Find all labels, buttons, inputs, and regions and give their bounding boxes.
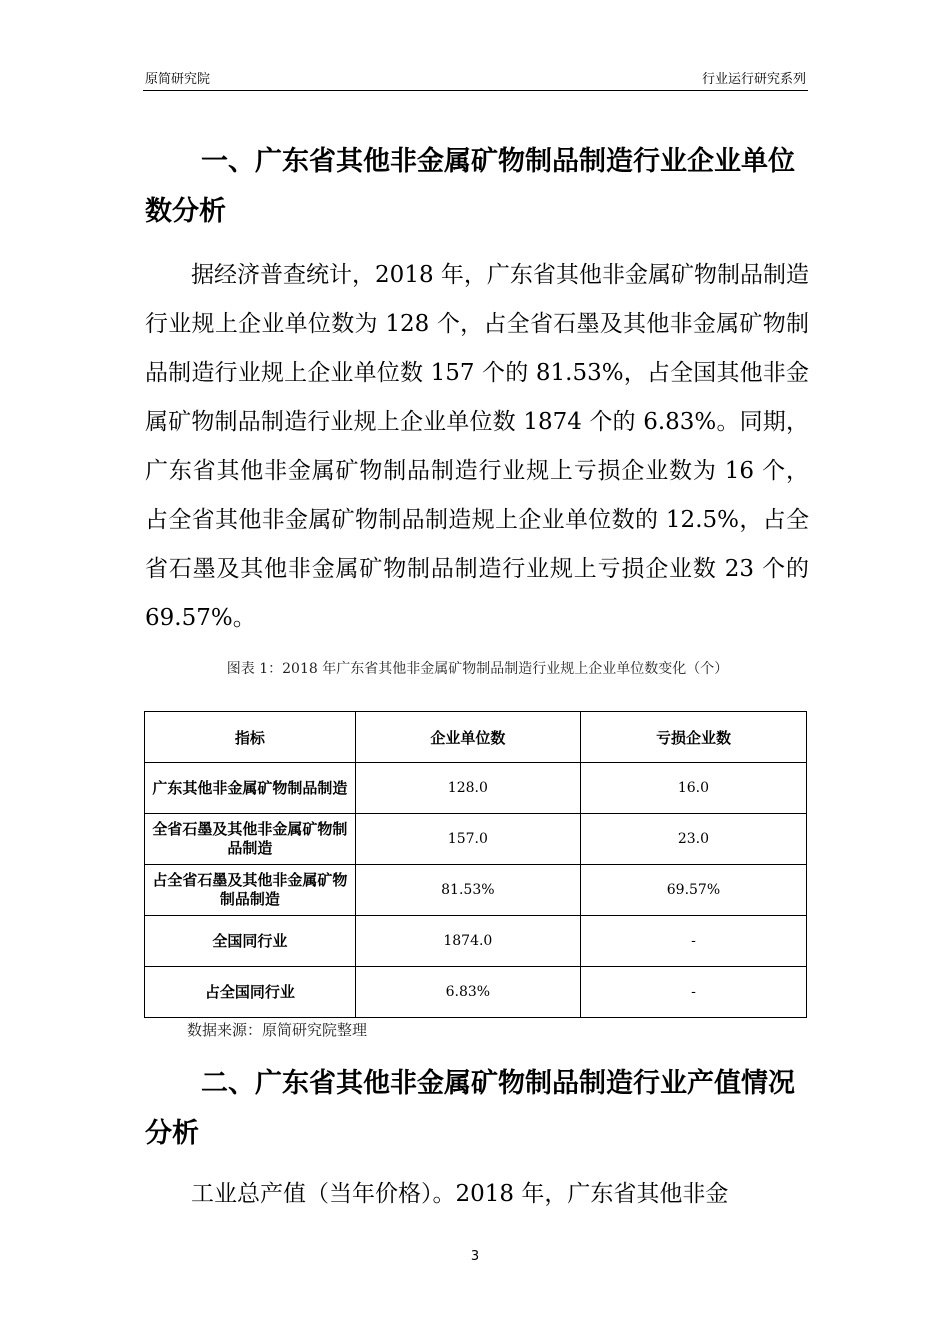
row-label: 占全省石墨及其他非金属矿物制品制造 (145, 865, 356, 916)
cell-loss-count: - (580, 916, 806, 967)
row-label: 全国同行业 (145, 916, 356, 967)
header-series-name: 行业运行研究系列 (701, 72, 806, 87)
table-row (145, 916, 807, 967)
row-label: 广东其他非金属矿物制品制造 (145, 763, 356, 814)
cell-enterprise-count: 6.83% (355, 967, 580, 1018)
header-loss-count: 亏损企业数 (580, 712, 806, 763)
section-1-title: 一、广东省其他非金属矿物制品制造行业企业单位数分析 (145, 146, 795, 227)
page-number: 3 (470, 1249, 480, 1264)
header-indicator: 指标 (145, 712, 356, 763)
cell-loss-count: 23.0 (580, 814, 806, 865)
section-2-title: 二、广东省其他非金属矿物制品制造行业产值情况分析 (145, 1068, 795, 1149)
enterprise-count-table (144, 711, 807, 1018)
header-enterprise-count: 企业单位数 (355, 712, 580, 763)
table-row (145, 865, 807, 916)
cell-enterprise-count: 81.53% (355, 865, 580, 916)
data-source-note: 数据来源：原简研究院整理 (187, 1021, 368, 1039)
row-label: 占全国同行业 (145, 967, 356, 1018)
section-1-paragraph: 据经济普查统计，2018 年，广东省其他非金属矿物制品制造行业规上企业单位数为 128 个，占全省石墨及其他非金属矿物制品制造行业规上企业单位数 157 个的 81.53%，占全国其他非金属矿物制品制造行业规上企业单位数 1874 个的 6.83%。同期，广东省其他非金属矿物制品制造行业规上亏损企业数为 16 个，占全省其他非金属矿物制品制造规上企业单位数的 12.5%，占全省石墨及其他非金属矿物制品制造行业规上亏损企业数 23 个的 69.57%。 (145, 262, 809, 631)
cell-loss-count: 16.0 (580, 763, 806, 814)
table-caption: 图表 1：2018 年广东省其他非金属矿物制品制造行业规上企业单位数变化（个） (226, 661, 729, 677)
section-2-paragraph: 工业总产值（当年价格）。2018 年，广东省其他非金 (191, 1181, 729, 1207)
cell-enterprise-count: 157.0 (355, 814, 580, 865)
table-header-row (145, 712, 807, 763)
cell-loss-count: 69.57% (580, 865, 806, 916)
cell-loss-count: - (580, 967, 806, 1018)
header-org-name: 原简研究院 (145, 72, 211, 87)
row-label: 全省石墨及其他非金属矿物制品制造 (145, 814, 356, 865)
table-row (145, 763, 807, 814)
table-row (145, 814, 807, 865)
cell-enterprise-count: 128.0 (355, 763, 580, 814)
cell-enterprise-count: 1874.0 (355, 916, 580, 967)
page-header (143, 66, 808, 91)
table-row (145, 967, 807, 1018)
